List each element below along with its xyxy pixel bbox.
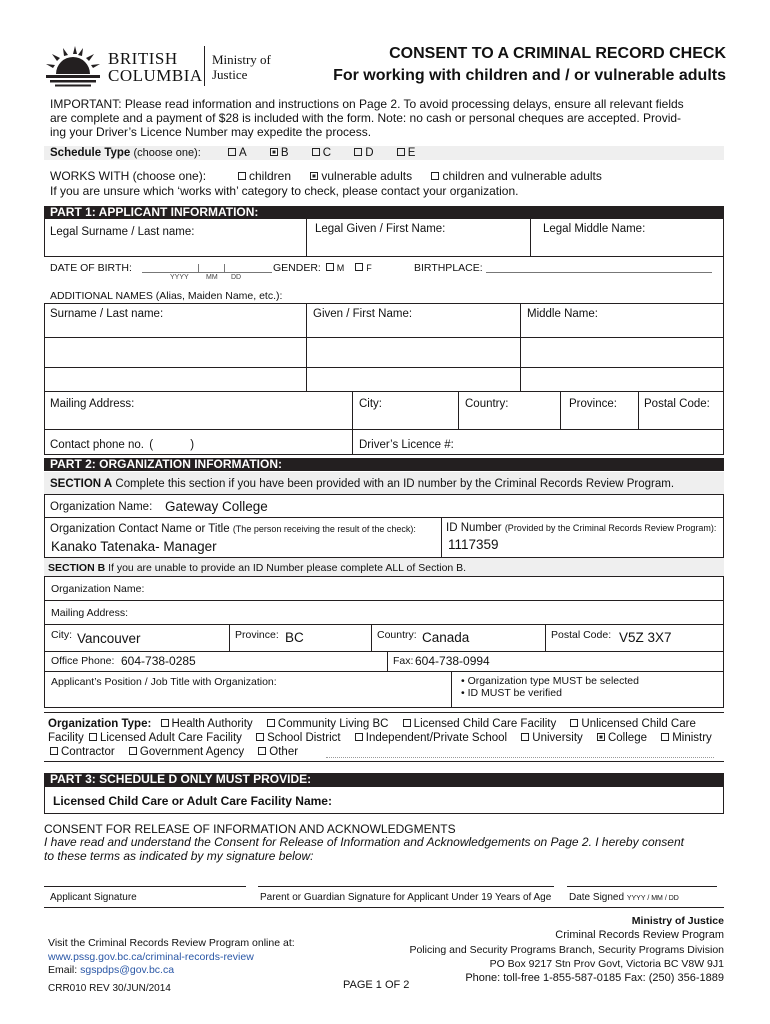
area-code-open: ( — [149, 439, 154, 451]
footer-address: PO Box 9217 Stn Prov Govt, Victoria BC V8W 9J1 — [489, 958, 724, 970]
part1-heading: PART 1: APPLICANT INFORMATION: — [44, 206, 724, 219]
birthplace-line[interactable] — [486, 272, 712, 273]
page-number: PAGE 1 OF 2 — [343, 979, 410, 991]
other-line[interactable] — [326, 757, 714, 759]
id-number-field[interactable]: ID Number (Provided by the Criminal Records Review Program): 1117359 — [446, 522, 717, 552]
org-type-unlicensed-child-care[interactable]: Unlicensed Child Care — [568, 717, 695, 731]
consent-line2: to these terms as indicated by my signature below: — [44, 849, 314, 863]
checkbox-d[interactable] — [354, 148, 362, 156]
org-type-row-3 — [48, 745, 307, 759]
section-a-table — [44, 494, 724, 558]
gender-m-checkbox[interactable] — [326, 263, 334, 271]
bc-logo — [44, 44, 284, 88]
alias-given-3[interactable] — [306, 368, 520, 392]
org-type-private-school[interactable]: Independent/Private School — [353, 731, 507, 745]
org-type-ministry[interactable]: Ministry — [659, 731, 712, 745]
b-phone-value: 604-738-0285 — [121, 654, 196, 668]
b-postal-value: V5Z 3X7 — [619, 630, 672, 645]
org-type-contractor[interactable]: Contractor — [48, 745, 115, 759]
alias-middle-2[interactable] — [520, 338, 724, 368]
b-country-field[interactable]: Country: Canada — [372, 625, 546, 652]
b-position-field[interactable]: Applicant’s Position / Job Title with Organization: — [45, 672, 452, 707]
contact-phone-field[interactable]: Contact phone no. ( ) — [44, 430, 352, 455]
org-type-college[interactable]: College — [595, 731, 647, 745]
dob-tick-2 — [224, 264, 225, 272]
footer-program: Criminal Records Review Program — [555, 929, 724, 941]
schedule-option-c[interactable]: C — [310, 146, 331, 160]
checkbox-a[interactable] — [228, 148, 236, 156]
org-type-university[interactable]: University — [519, 731, 582, 745]
b-city-field[interactable]: City: Vancouver — [45, 625, 230, 652]
schedule-options — [226, 146, 424, 160]
dob-yyyy: YYYY — [170, 274, 189, 281]
legal-surname-field[interactable]: Legal Surname / Last name: — [44, 219, 306, 257]
footer-email: Email: sgspdps@gov.bc.ca — [48, 964, 175, 976]
city-field[interactable]: City: — [352, 392, 458, 430]
alias-given-2[interactable] — [306, 338, 520, 368]
b-fax-field[interactable]: Fax: 604-738-0994 — [388, 652, 723, 672]
form-code: CRR010 REV 30/JUN/2014 — [48, 983, 171, 994]
dob-dd: DD — [231, 274, 242, 281]
footer-url-link[interactable]: www.pssg.gov.bc.ca/criminal-records-review — [48, 951, 254, 963]
form-title: CONSENT TO A CRIMINAL RECORD CHECK — [389, 45, 726, 62]
org-type-row-1: Organization Type: Health Authority Community Living BC Licensed Child Care Facility Unlicensed Child Care — [48, 718, 696, 730]
alias-middle-1[interactable]: Middle Name: — [520, 304, 724, 338]
alias-surname-2[interactable] — [44, 338, 306, 368]
org-name-field[interactable]: Organization Name: Gateway College — [45, 495, 723, 518]
additional-names-label: ADDITIONAL NAMES (Alias, Maiden Name, etc.): — [50, 290, 283, 302]
guardian-signature-line[interactable] — [258, 886, 554, 887]
id-number-value: 1117359 — [448, 537, 499, 552]
section-b-title: SECTION B If you are unable to provide an ID Number please complete ALL of Section B. — [48, 562, 467, 574]
dob-label: DATE OF BIRTH: — [50, 262, 132, 274]
checkbox-e[interactable] — [397, 148, 405, 156]
checkbox-children[interactable] — [238, 172, 246, 180]
postal-code-field[interactable]: Postal Code: — [638, 392, 724, 430]
gender-f-checkbox[interactable] — [355, 263, 363, 271]
b-org-name-field[interactable]: Organization Name: — [45, 577, 723, 601]
facility-name-field[interactable]: Licensed Child Care or Adult Care Facility Name: — [44, 786, 724, 814]
dob-mm: MM — [206, 274, 218, 281]
logo-line1: BRITISH — [108, 49, 178, 68]
guardian-signature-label: Parent or Guardian Signature for Applicant Under 19 Years of Age — [260, 892, 552, 903]
b-city-value: Vancouver — [77, 631, 141, 646]
bc-sun-logo-icon — [44, 44, 102, 88]
checkbox-vulnerable-adults[interactable] — [310, 172, 318, 180]
legal-middle-field[interactable]: Legal Middle Name: — [530, 219, 724, 257]
org-type-other[interactable]: Other — [256, 745, 298, 759]
footer-branch: Policing and Security Programs Branch, Security Programs Division — [409, 944, 724, 956]
b-note-1: • Organization type MUST be selected — [461, 675, 639, 687]
applicant-signature-line[interactable] — [44, 886, 246, 887]
applicant-signature-label: Applicant Signature — [50, 892, 137, 903]
logo-divider — [204, 46, 205, 86]
org-type-health-authority[interactable]: Health Authority — [159, 717, 253, 731]
works-with-options — [236, 169, 611, 183]
mailing-address-field[interactable]: Mailing Address: — [44, 392, 352, 430]
org-type-row-2: Facility Licensed Adult Care Facility School District Independent/Private School University College Ministry — [48, 732, 712, 744]
gender-field: GENDER: M F — [273, 262, 372, 274]
org-type-school-district[interactable]: School District — [254, 731, 341, 745]
logo-line2: COLUMBIA — [108, 66, 203, 85]
province-field[interactable]: Province: — [560, 392, 638, 430]
form-subtitle: For working with children and / or vulnerable adults — [333, 67, 726, 84]
checkbox-b[interactable] — [270, 148, 278, 156]
birthplace-label: BIRTHPLACE: — [414, 262, 483, 274]
org-type-adult-care[interactable]: Licensed Adult Care Facility — [87, 731, 242, 745]
footer-phone: Phone: toll-free 1-855-587-0185 Fax: (250) 356-1889 — [465, 972, 724, 984]
alias-middle-3[interactable] — [520, 368, 724, 392]
b-province-value: BC — [285, 630, 304, 645]
org-name-value: Gateway College — [165, 499, 268, 514]
checkbox-c[interactable] — [312, 148, 320, 156]
works-with-note: If you are unsure which ‘works with’ category to check, please contact your organization. — [50, 184, 519, 198]
works-with-vulnerable-adults[interactable]: vulnerable adults — [308, 169, 412, 183]
schedule-label: Schedule Type — [50, 147, 131, 159]
legal-given-field[interactable]: Legal Given / First Name: — [306, 219, 530, 257]
dob-line[interactable] — [142, 272, 272, 273]
alias-surname-3[interactable] — [44, 368, 306, 392]
org-type-licensed-child-care[interactable]: Licensed Child Care Facility — [401, 717, 557, 731]
date-signed-line[interactable] — [567, 886, 717, 887]
footer-rule — [44, 907, 724, 908]
works-with-both[interactable]: children and vulnerable adults — [429, 169, 601, 183]
ministry-line2: Justice — [212, 67, 248, 82]
part1-table — [44, 219, 724, 455]
footer-visit: Visit the Criminal Records Review Program online at: — [48, 937, 295, 949]
consent-line1: I have read and understand the Consent for Release of Information and Acknowledgements on Page 2. I hereby consent — [44, 835, 684, 849]
ministry-line1: Ministry of — [212, 52, 271, 67]
consent-heading: CONSENT FOR RELEASE OF INFORMATION AND ACKNOWLEDGMENTS — [44, 822, 456, 836]
section-a-title: SECTION A Complete this section if you have been provided with an ID number by the Criminal Records Review Program. — [50, 478, 675, 490]
section-b-table — [44, 576, 724, 708]
alias-given-1[interactable]: Given / First Name: — [306, 304, 520, 338]
b-note-2: • ID MUST be verified — [461, 687, 562, 699]
org-contact-value: Kanako Tatenaka- Manager — [51, 539, 217, 554]
date-signed-label: Date Signed YYYY / MM / DD — [569, 892, 679, 903]
alias-surname-1[interactable]: Surname / Last name: — [44, 304, 306, 338]
org-contact-field[interactable]: Organization Contact Name or Title (The person receiving the result of the check): Kanako Tatenaka- Manager — [45, 518, 442, 558]
footer-email-link[interactable]: sgspdps@gov.bc.ca — [80, 964, 175, 976]
works-with-children[interactable]: children — [236, 169, 291, 183]
org-type-community-living[interactable]: Community Living BC — [265, 717, 389, 731]
b-country-value: Canada — [422, 630, 470, 645]
works-with-label: WORKS WITH (choose one): — [50, 169, 207, 183]
schedule-type — [50, 146, 201, 160]
country-field[interactable]: Country: — [458, 392, 560, 430]
important-line2: are complete and a payment of $28 is included with the form. Note: no cash or personal cheques are accepted. Provid- — [50, 111, 682, 125]
drivers-licence-field[interactable]: Driver’s Licence #: — [352, 430, 724, 455]
org-type-government-agency[interactable]: Government Agency — [127, 745, 244, 759]
b-province-field[interactable]: Province: BC — [230, 625, 372, 652]
part2-heading: PART 2: ORGANIZATION INFORMATION: — [44, 458, 724, 471]
area-code-close: ) — [190, 439, 195, 451]
dob-tick-1 — [198, 264, 199, 272]
b-postal-field[interactable]: Postal Code: V5Z 3X7 — [546, 625, 723, 652]
schedule-option-e[interactable]: E — [395, 146, 416, 160]
schedule-option-a[interactable]: A — [226, 146, 247, 160]
org-type-block — [44, 712, 724, 762]
footer-ministry: Ministry of Justice — [631, 915, 724, 927]
schedule-hint: (choose one): — [133, 147, 201, 159]
important-line3: ing your Driver’s Licence Number may expedite the process. — [50, 125, 372, 139]
b-phone-field[interactable]: Office Phone: 604-738-0285 — [45, 652, 388, 672]
b-mailing-field[interactable]: Mailing Address: — [45, 601, 723, 625]
important-line1: IMPORTANT: Please read information and instructions on Page 2. To avoid processing delays, ensure all relevant fields — [50, 97, 684, 111]
schedule-option-d[interactable]: D — [352, 146, 373, 160]
part3-heading: PART 3: SCHEDULE D ONLY MUST PROVIDE: — [44, 773, 724, 786]
schedule-option-b[interactable]: B — [268, 146, 289, 160]
checkbox-both[interactable] — [431, 172, 439, 180]
b-fax-value: 604-738-0994 — [415, 654, 490, 668]
